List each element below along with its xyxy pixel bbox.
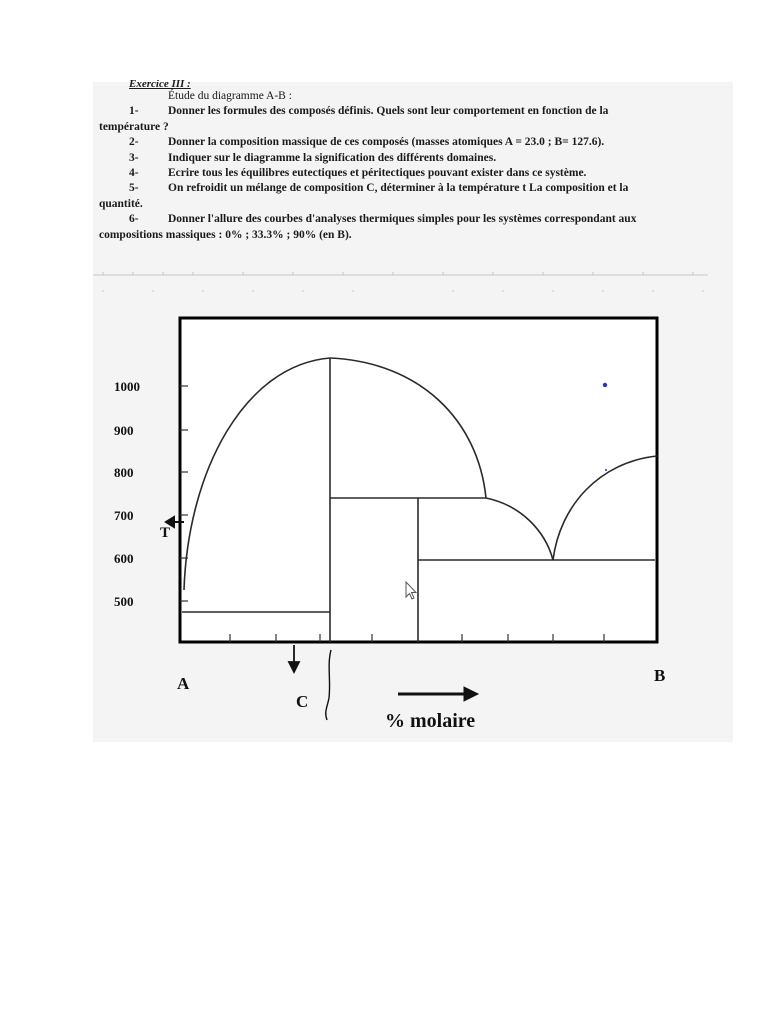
y-tick-label: 900 xyxy=(114,423,134,438)
question-text: Donner les formules des composés définis. Quels sont leur comportement en fonction de la xyxy=(168,105,609,118)
question-number: 3- xyxy=(129,151,139,164)
question-text: Donner la composition massique de ces composés (masses atomiques A = 23.0 ; B= 127.6). xyxy=(168,136,605,149)
temperature-label: T xyxy=(160,525,171,541)
question-number: 4- xyxy=(129,167,139,180)
x-axis-arrow xyxy=(398,687,478,701)
question-number: 2- xyxy=(129,136,139,149)
exercise-title: Exercice III : xyxy=(129,80,191,89)
composition-c-label: C xyxy=(296,692,309,711)
question-text: On refroidit un mélange de composition C, déterminer à la température t La composition et la xyxy=(168,182,629,195)
composition-c-brace xyxy=(326,650,331,720)
y-tick-label: 600 xyxy=(114,551,134,566)
question-text: Indiquer sur le diagramme la signification des différents domaines. xyxy=(168,151,497,164)
question-text-continued: quantité. xyxy=(99,197,143,210)
component-b-label: B xyxy=(654,666,666,685)
blue-dot xyxy=(603,383,607,387)
question-number: 5- xyxy=(129,182,139,195)
blue-dot xyxy=(605,469,607,471)
composition-c-arrow xyxy=(289,645,299,672)
question-2 xyxy=(99,135,705,150)
question-4 xyxy=(99,166,705,181)
component-a-label: A xyxy=(177,674,190,693)
y-tick-label: 800 xyxy=(114,465,134,480)
question-text: Ecrire tous les équilibres eutectiques et péritectiques pouvant exister dans ce système. xyxy=(168,167,587,180)
y-tick-label: 700 xyxy=(114,508,134,523)
exercise-text xyxy=(99,80,705,243)
x-axis-label: % molaire xyxy=(385,710,476,732)
question-text-continued: compositions massiques : 0% ; 33.3% ; 90% (en B). xyxy=(99,228,352,241)
question-text: Donner l'allure des courbes d'analyses thermiques simples pour les systèmes correspondant aux xyxy=(168,213,637,226)
question-6 xyxy=(99,212,705,243)
question-1 xyxy=(99,104,705,135)
exercise-intro: Étude du diagramme A-B : xyxy=(168,90,292,102)
y-tick-label: 1000 xyxy=(114,379,140,394)
question-text-continued: température ? xyxy=(99,120,169,133)
phase-diagram xyxy=(93,300,733,742)
question-3 xyxy=(99,151,705,166)
faint-grid-marks xyxy=(93,272,708,292)
question-number: 1- xyxy=(129,105,139,118)
question-number: 6- xyxy=(129,213,139,226)
question-5 xyxy=(99,181,705,212)
y-tick-label: 500 xyxy=(114,594,134,609)
